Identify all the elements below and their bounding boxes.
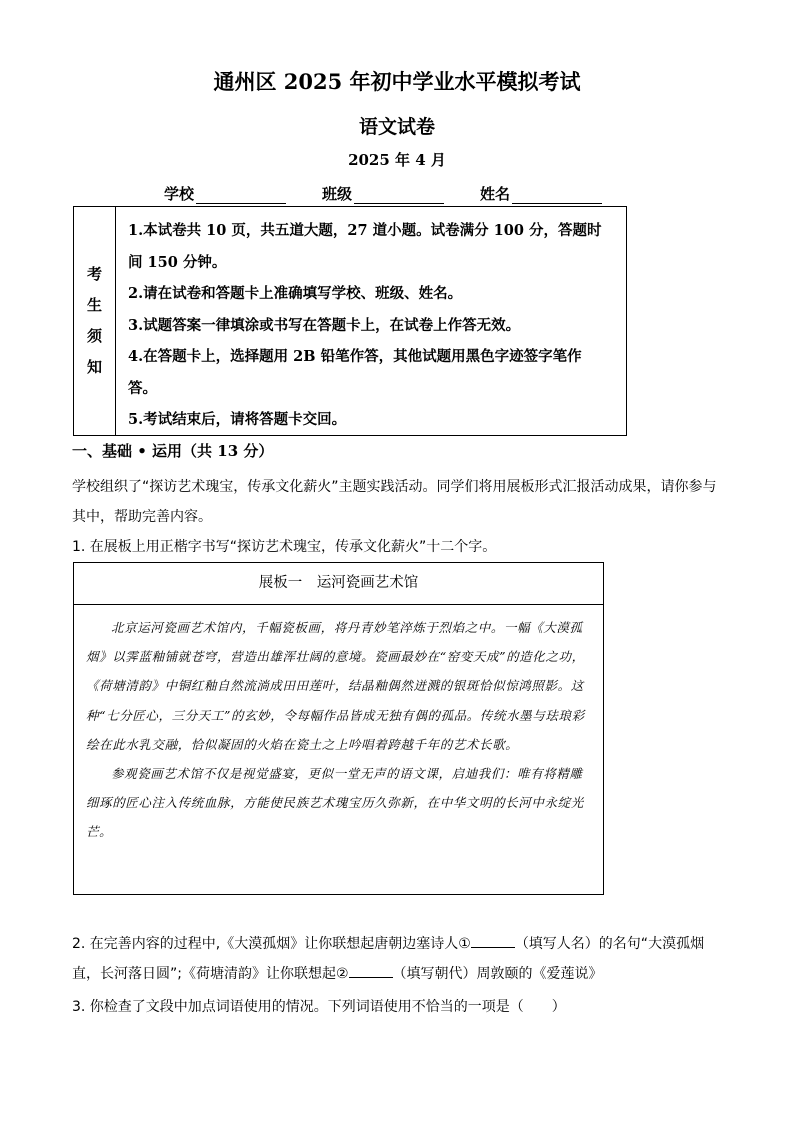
notice-line: 2.请在试卷和答题卡上准确填写学校、班级、姓名。 (128, 285, 463, 302)
school-blank[interactable] (196, 187, 286, 204)
exam-subtitle: 语文试卷 (358, 116, 435, 138)
name-blank[interactable] (512, 187, 602, 204)
panel-body (74, 605, 603, 847)
notice-line: 5.考试结束后，请将答题卡交回。 (128, 411, 347, 428)
question-3: 3. 你检查了文段中加点词语使用的情况。下列词语使用不恰当的一项是（ ） (72, 999, 566, 1015)
exam-title: 通州区 2025 年初中学业水平模拟考试 (213, 69, 581, 94)
school-field[interactable] (164, 183, 286, 204)
section-intro: 学校组织了“探访艺术瑰宝，传承文化薪火”主题实践活动。同学们将用展板形式汇报活动成果，请你参与其中，帮助完善内容。 (72, 479, 717, 525)
panel-paragraph: 参观瓷画艺术馆不仅是视觉盛宴，更似一堂无声的语文课，启迪我们：唯有将精雕细琢的匠心注入传统血脉，方能使民族艺术瑰宝历久弥新，在中华文明的长河中永绽光芒。 (86, 766, 584, 840)
exam-notice-box (73, 206, 627, 436)
student-info-row (164, 183, 634, 204)
display-board-panel (73, 562, 604, 895)
class-blank[interactable] (354, 187, 444, 204)
notice-line: 1.本试卷共 10 页，共五道大题，27 道小题。试卷满分 100 分，答题时 (128, 222, 602, 239)
notice-side-label: 考 生 须 知 (74, 207, 116, 435)
answer-blank-1[interactable] (471, 933, 515, 948)
class-label: 班级 (322, 185, 353, 203)
name-field[interactable] (480, 183, 602, 204)
question-2: 2. 在完善内容的过程中,《大漠孤烟》让你联想起唐朝边塞诗人① （填写人名）的名句“大漠孤烟直，长河落日圆”;《荷塘清韵》让你联想起② （填写朝代）周敦颐的《爱莲说》 (72, 929, 722, 989)
class-field[interactable] (322, 183, 444, 204)
exam-date: 2025 年 4 月 (348, 151, 446, 169)
notice-line: 3.试题答案一律填涂或书写在答题卡上，在试卷上作答无效。 (128, 316, 521, 334)
notice-line: 答。 (128, 379, 157, 397)
answer-blank-2[interactable] (349, 963, 393, 978)
name-label: 姓名 (480, 185, 511, 203)
section-heading: 一、基础 • 运用（共 13 分） (72, 442, 274, 460)
panel-heading: 展板一 运河瓷画艺术馆 (74, 563, 603, 605)
notice-line: 间 150 分钟。 (128, 253, 227, 271)
question-1: 1. 在展板上用正楷字书写“探访艺术瑰宝，传承文化薪火”十二个字。 (72, 539, 497, 555)
school-label: 学校 (164, 185, 195, 203)
notice-content (116, 207, 612, 435)
panel-paragraph: 北京运河瓷画艺术馆内，千幅瓷板画，将丹青妙笔淬炼于烈焰之中。一幅《大漠孤烟》以霁蓝釉铺就苍穹，营造出雄浑壮阔的意境。瓷画最妙在“窑变天成”的造化之功，《荷塘清韵》中铜红釉自然流淌成田田莲叶，结晶釉偶然迸溅的银斑恰似惊鸿照影。这种“七分匠心，三分天工”的玄妙，令每幅作品皆成无独有偶的孤品。传统水墨与珐琅彩绘在此水乳交融，恰似凝固的火焰在瓷土之上吟唱着跨越千年的艺术长歌。 (86, 620, 585, 752)
notice-line: 4.在答题卡上，选择题用 2B 铅笔作答，其他试题用黑色字迹签字笔作 (128, 348, 582, 365)
